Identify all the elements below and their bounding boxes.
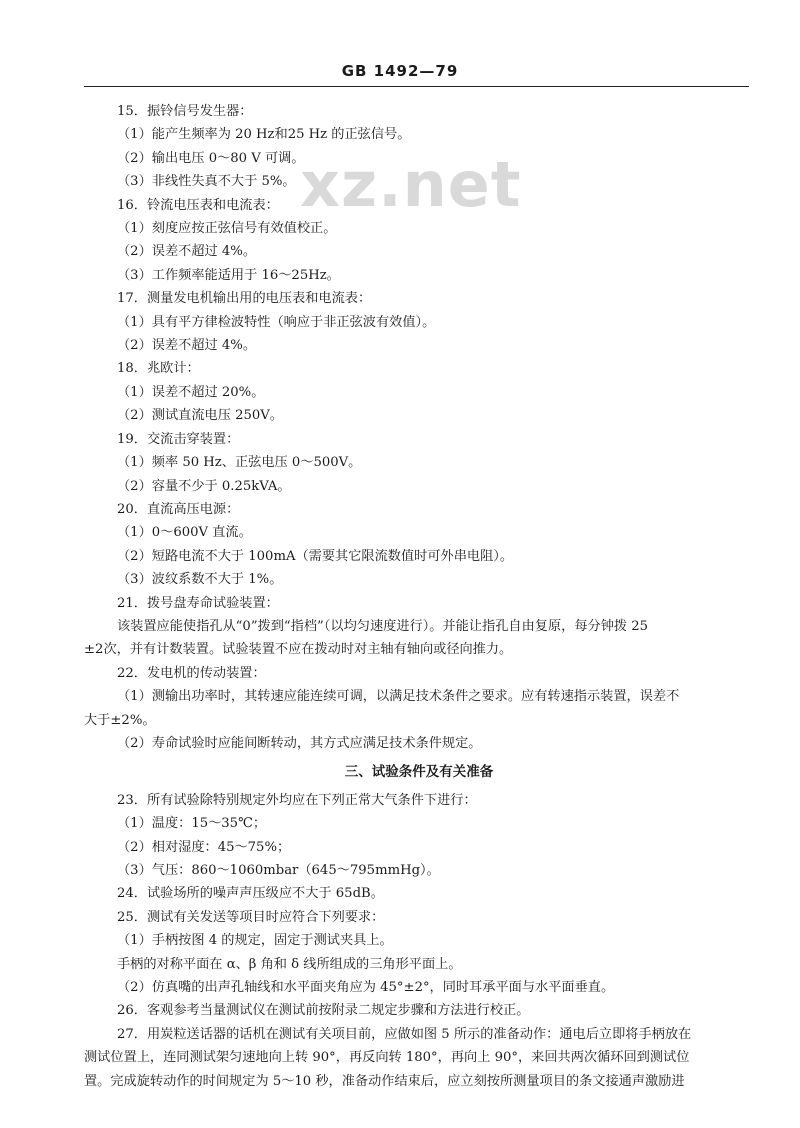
text-line: ±2次，并有计数装置。试验装置不应在拨动时对主轴有轴向或径向推力。 <box>84 642 513 658</box>
text-line: （1）频率 50 Hz、正弦电压 0～500V。 <box>117 455 362 471</box>
text-line: （1）具有平方律检波特性（响应于非正弦波有效值）。 <box>117 314 436 330</box>
text-line: 22．发电机的传动装置： <box>117 665 266 681</box>
text-line: （2）短路电流不大于 100mA（需要其它限流数值时可外串电阻）。 <box>117 548 514 564</box>
text-line: （1）0～600V 直流。 <box>117 525 252 541</box>
text-line: （1）温度：15～35℃； <box>117 816 267 832</box>
header-rule <box>84 86 749 87</box>
document-body <box>84 100 754 1093</box>
text-line: 大于±2%。 <box>84 712 156 728</box>
text-line: 17．测量发电机输出用的电压表和电流表： <box>117 291 372 307</box>
text-line: （1）手柄按图 4 的规定，固定于测试夹具上。 <box>117 933 393 949</box>
text-line: （2）仿真嘴的出声孔轴线和水平面夹角应为 45°±2°，同时耳承平面与水平面垂直。 <box>117 980 615 996</box>
text-line: （3）气压：860～1060mbar（645～795mmHg）。 <box>117 863 440 878</box>
text-line: 手柄的对称平面在 α、β 角和 δ 线所组成的三角形平面上。 <box>117 956 462 972</box>
standard-code-header: GB 1492—79 <box>341 62 459 80</box>
text-line: （1）能产生频率为 20 Hz和25 Hz 的正弦信号。 <box>117 127 411 143</box>
text-line: （2）误差不超过 4%。 <box>117 244 257 260</box>
text-line: （2）寿命试验时应能间断转动，其方式应满足技术条件规定。 <box>117 735 482 751</box>
text-line: （3）工作频率能适用于 16～25Hz。 <box>117 267 340 283</box>
watermark: xz.net <box>300 148 522 221</box>
text-line: （1）刻度应按正弦信号有效值校正。 <box>117 221 337 237</box>
text-line: （2）输出电压 0～80 V 可调。 <box>117 150 305 166</box>
text-line: （3）波纹系数不大于 1%。 <box>117 572 283 588</box>
text-line: 测试位置上，连同测试架匀速地向上转 90°，再反向转 180°，再向上 90°，来回共两次循环回到测试位 <box>84 1050 690 1066</box>
text-line: （1）误差不超过 20%。 <box>117 384 265 400</box>
text-line: 24．试验场所的噪声声压级应不大于 65dB。 <box>117 886 384 902</box>
text-line: 18．兆欧计： <box>117 361 200 377</box>
text-line: 27．用炭粒送话器的话机在测试有关项目前，应做如图 5 所示的准备动作：通电后立即将手柄放在 <box>117 1026 692 1042</box>
text-line: 21．拨号盘寿命试验装置： <box>117 595 279 611</box>
text-line: （2）误差不超过 4%。 <box>117 338 257 354</box>
text-line: 16．铃流电压表和电流表： <box>117 197 279 213</box>
text-line: 19．交流击穿装置： <box>117 431 240 447</box>
text-line: （2）容量不少于 0.25kVA。 <box>117 478 291 494</box>
text-line: 15．振铃信号发生器： <box>117 104 253 119</box>
text-line: （2）相对湿度：45～75%； <box>117 839 291 855</box>
text-line: 25．测试有关发送等项目时应符合下列要求： <box>117 909 385 925</box>
text-line: 置。完成旋转动作的时间规定为 5～10 秒，准备动作结束后，应立刻按所测量项目的条文接通声激励进 <box>84 1073 685 1089</box>
text-line: （1）测输出功率时，其转速应能连续可调，以满足技术条件之要求。应有转速指示装置，误差不 <box>117 689 680 705</box>
text-line: 26．客观参考当量测试仪在测试前按附录二规定步骤和方法进行校正。 <box>117 1003 530 1019</box>
section-heading: 三、试验条件及有关准备 <box>344 764 494 781</box>
text-line: 23．所有试验除特别规定外均应在下列正常大气条件下进行： <box>117 792 477 808</box>
text-line: 20．直流高压电源： <box>117 501 240 517</box>
text-line: （3）非线性失真不大于 5%。 <box>117 174 296 190</box>
text-line: （2）测试直流电压 250V。 <box>117 408 283 424</box>
text-line: 该装置应能使指孔从“0”拨到“指档”（以均匀速度进行）。并能让指孔自由复原，每分钟拨 25 <box>117 618 649 634</box>
